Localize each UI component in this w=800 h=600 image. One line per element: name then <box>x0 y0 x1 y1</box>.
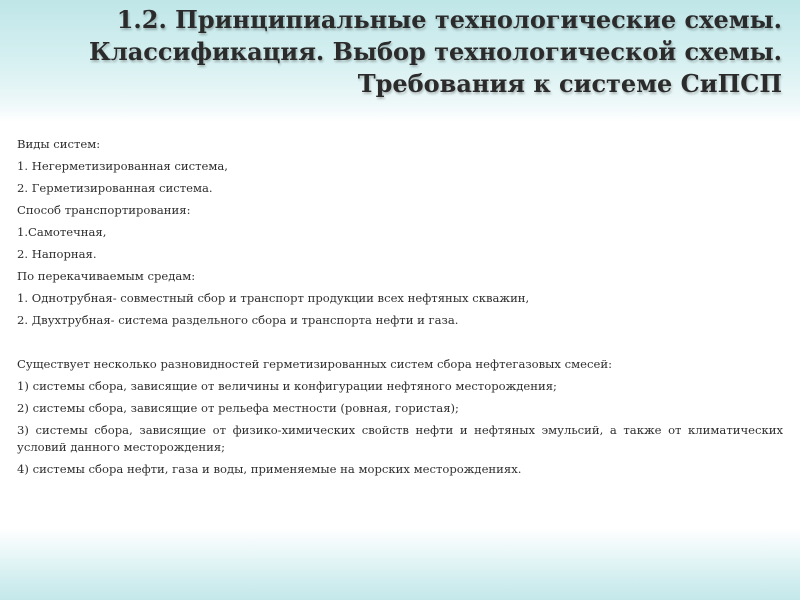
text-line: 1) системы сбора, зависящие от величины и конфигурации нефтяного месторождения; <box>17 379 557 393</box>
text-line: 1. Негерметизированная система, <box>17 159 228 173</box>
slide-body <box>17 133 783 480</box>
bottom-band <box>0 528 800 600</box>
text-line: 2. Напорная. <box>17 247 97 261</box>
text-line: 4) системы сбора нефти, газа и воды, применяемые на морских месторождениях. <box>17 462 522 476</box>
text-line: Способ транспортирования: <box>17 203 191 217</box>
text-line: 2) системы сбора, зависящие от рельефа местности (ровная, гористая); <box>17 401 459 415</box>
text-line: 1. Однотрубная- совместный сбор и транспорт продукции всех нефтяных скважин, <box>17 291 530 305</box>
text-line: 2. Двухтрубная- система раздельного сбора и транспорта нефти и газа. <box>17 313 459 327</box>
text-line: По перекачиваемым средам: <box>17 269 196 283</box>
text-line: Виды систем: <box>17 137 101 151</box>
paragraph-gap <box>17 331 783 353</box>
text-line: 2. Герметизированная система. <box>17 181 213 195</box>
text-line: Существует несколько разновидностей герметизированных систем сбора нефтегазовых смесей: <box>17 357 612 371</box>
slide-title: 1.2. Принципиальные технологические схемы. Классификация. Выбор технологической схемы. Требования к системе СиПСП <box>89 5 782 98</box>
text-line: 1.Самотечная, <box>17 225 107 239</box>
text-line: 3) системы сбора, зависящие от физико-химических свойств нефти и нефтяных эмульсий, а также от климатических условий данного месторождения; <box>17 423 783 454</box>
